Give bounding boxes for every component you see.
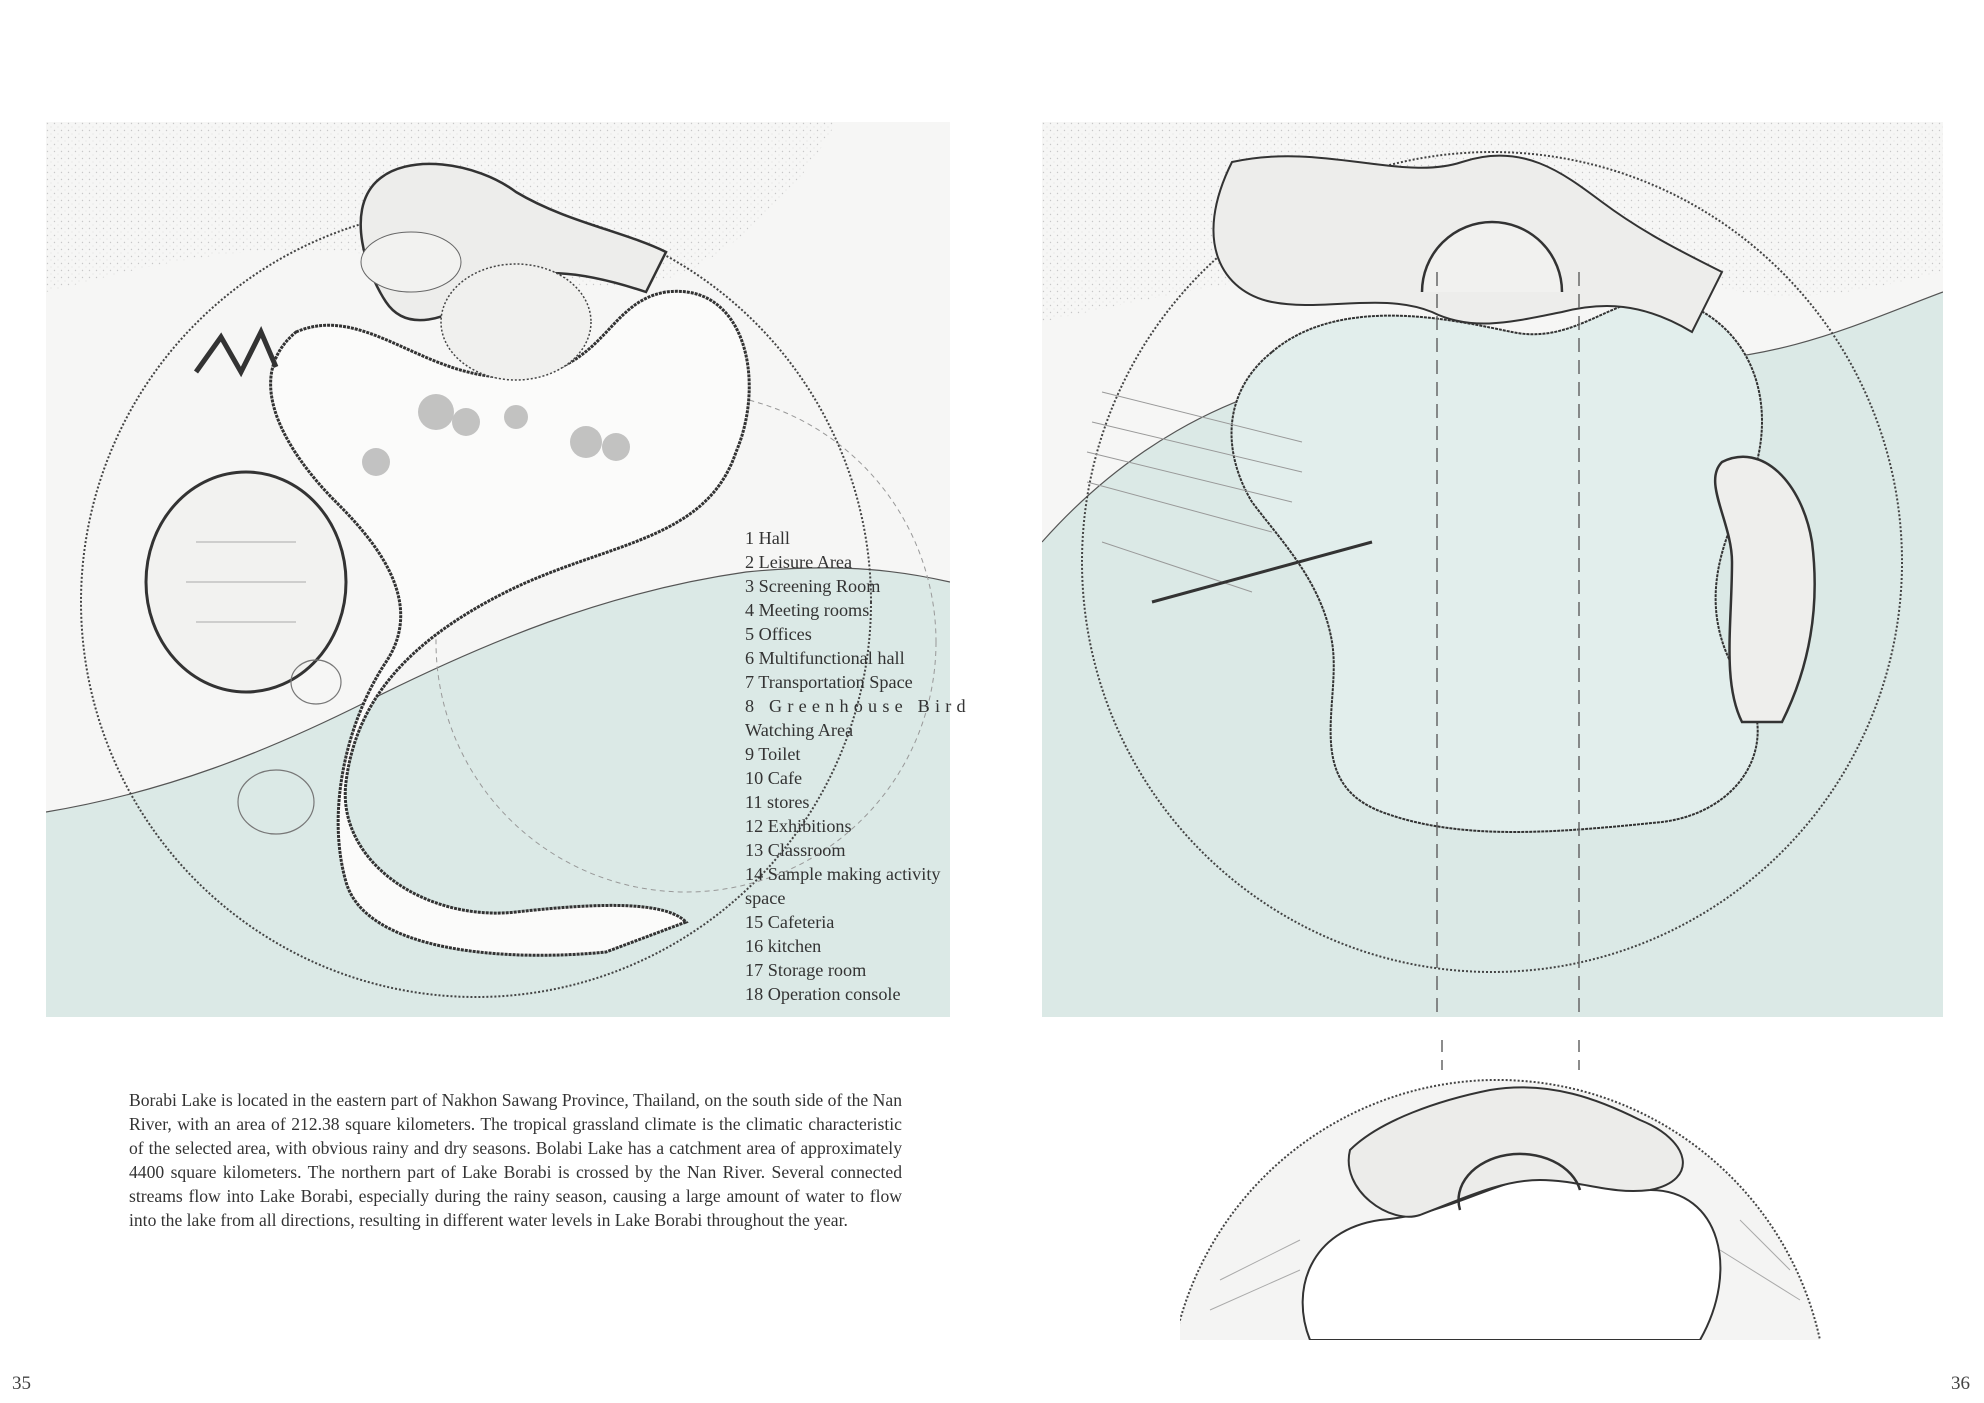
page-number-left: 35: [12, 1373, 31, 1394]
legend-item: 10 Cafe: [745, 768, 803, 788]
legend-item: Watching Area: [745, 720, 854, 740]
legend-item: 1 Hall: [745, 528, 790, 548]
partial-plan-bottom: [1180, 1040, 1830, 1340]
partial-plan-drawing: [1180, 1040, 1830, 1340]
legend-item: space: [745, 888, 786, 908]
legend-item: 11 stores: [745, 792, 810, 812]
page-number-right: 36: [1951, 1373, 1970, 1394]
legend-item: 17 Storage room: [745, 960, 867, 980]
legend-item: 16 kitchen: [745, 936, 822, 956]
legend-item: 3 Screening Room: [745, 576, 881, 596]
legend-item: 4 Meeting rooms: [745, 600, 870, 620]
legend-item: 2 Leisure Area: [745, 552, 853, 572]
description-paragraph: Borabi Lake is located in the eastern part of Nakhon Sawang Province, Thailand, on the south side of the Nan River, with an area of 212.38 square kilometers. The tropical grassland climate is the climatic characteristic of the selected area, with obvious rainy and dry seasons. Bolabi Lake has a catchment area of approximately 4400 square kilometers. The northern part of Lake Borabi is crossed by the Nan River. Several connected streams flow into Lake Borabi, especially during the rainy season, causing a large amount of water to flow into the lake from all directions, resulting in different water levels in Lake Borabi throughout the year.: [129, 1090, 902, 1230]
legend-item: 18 Operation console: [745, 984, 901, 1004]
upper-floor-plan-drawing: [1042, 122, 1943, 1017]
legend-item: 7 Transportation Space: [745, 672, 913, 692]
legend-item: 12 Exhibitions: [745, 816, 852, 836]
site-plan-right: [1042, 122, 1943, 1017]
legend-item: 5 Offices: [745, 624, 812, 644]
legend-item: 6 Multifunctional hall: [745, 648, 905, 668]
legend-item: 9 Toilet: [745, 744, 801, 764]
legend-item: 15 Cafeteria: [745, 912, 835, 932]
legend-item: 13 Classroom: [745, 840, 846, 860]
legend-item: 8 Greenhouse Bird: [745, 696, 971, 716]
legend: [745, 526, 971, 1006]
legend-item: 14 Sample making activity: [745, 864, 941, 884]
